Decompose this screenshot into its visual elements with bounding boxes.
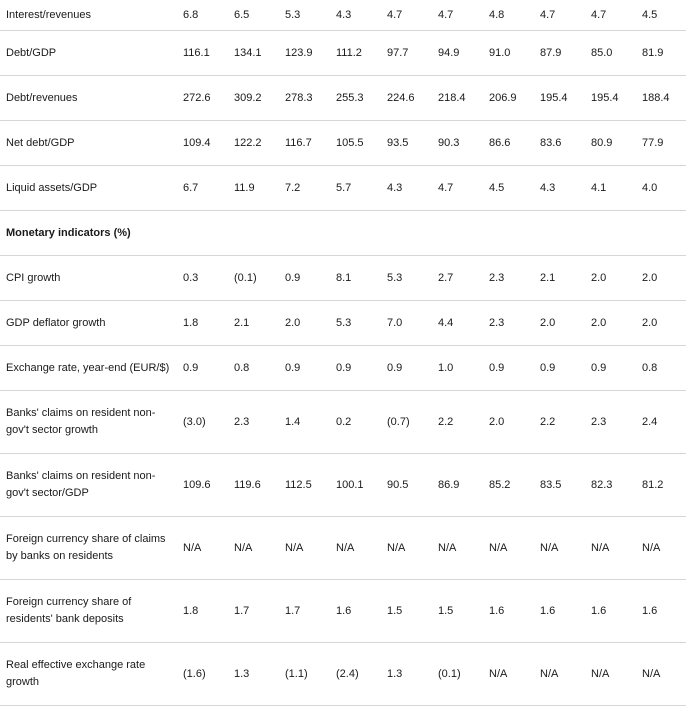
table-cell: 4.3 [533,166,584,211]
table-cell: 105.5 [329,121,380,166]
table-cell: 1.6 [329,580,380,643]
table-cell: 111.2 [329,31,380,76]
table-cell: 0.9 [278,346,329,391]
table-cell [533,211,584,256]
row-label: CPI growth [0,256,176,301]
table-row [0,256,686,301]
table-cell: 109.4 [176,121,227,166]
table-cell: 116.1 [176,31,227,76]
table-cell: 5.3 [278,0,329,31]
table-cell: N/A [482,517,533,580]
table-cell: 1.6 [482,580,533,643]
table-cell: 122.2 [227,121,278,166]
table-cell: 1.8 [176,580,227,643]
table-cell: 6.7 [176,166,227,211]
table-cell: 1.5 [431,580,482,643]
table-cell [635,211,686,256]
table-cell [431,211,482,256]
table-cell: 8.1 [329,256,380,301]
table-cell: 1.7 [278,580,329,643]
row-label: Net debt/GDP [0,121,176,166]
row-label: Exchange rate, year-end (EUR/$) [0,346,176,391]
table-cell: 1.5 [380,580,431,643]
table-cell: 224.6 [380,76,431,121]
table-cell: 0.9 [278,256,329,301]
table-cell: 272.6 [176,76,227,121]
table-cell: 4.7 [380,0,431,31]
table-cell: 278.3 [278,76,329,121]
table-cell: 1.6 [635,580,686,643]
table-cell [278,211,329,256]
table-cell [176,211,227,256]
table-cell: 97.7 [380,31,431,76]
table-cell: 7.2 [278,166,329,211]
table-cell: 0.9 [176,346,227,391]
table-cell: 2.0 [635,256,686,301]
table-cell: 2.0 [584,301,635,346]
table-cell: 1.6 [584,580,635,643]
table-cell: 4.4 [431,301,482,346]
table-cell: 112.5 [278,454,329,517]
section-header-row [0,211,686,256]
table-cell: (1.1) [278,643,329,706]
table-cell: 83.5 [533,454,584,517]
table-cell: 4.5 [635,0,686,31]
table-cell: 2.3 [482,256,533,301]
table-cell: 123.9 [278,31,329,76]
table-cell: 2.1 [533,256,584,301]
table-cell: 2.3 [584,391,635,454]
table-cell: N/A [635,517,686,580]
table-cell: 91.0 [482,31,533,76]
table-cell: 2.0 [533,301,584,346]
table-cell: (0.1) [227,256,278,301]
table-cell: 116.7 [278,121,329,166]
table-cell: 1.7 [227,580,278,643]
table-row [0,121,686,166]
table-cell: 90.5 [380,454,431,517]
table-cell: 1.0 [431,346,482,391]
table-cell: 0.3 [176,256,227,301]
table-row [0,391,686,454]
table-cell: (0.7) [380,391,431,454]
table-cell: 86.6 [482,121,533,166]
table-cell [482,211,533,256]
table-cell: N/A [533,643,584,706]
table-cell: 4.7 [533,0,584,31]
table-cell: 1.3 [227,643,278,706]
table-cell: 0.9 [329,346,380,391]
table-cell: 4.1 [584,166,635,211]
table-cell: (1.6) [176,643,227,706]
table-cell: 195.4 [533,76,584,121]
table-cell [329,211,380,256]
table-cell: (0.1) [431,643,482,706]
row-label: Interest/revenues [0,0,176,31]
table-cell: 2.0 [482,391,533,454]
table-cell: 77.9 [635,121,686,166]
table-row [0,301,686,346]
table-cell: 94.9 [431,31,482,76]
table-cell: 0.2 [329,391,380,454]
row-label: Debt/revenues [0,76,176,121]
table-cell: 309.2 [227,76,278,121]
table-cell: 1.8 [176,301,227,346]
table-row [0,76,686,121]
table-cell: 0.9 [482,346,533,391]
row-label: Banks' claims on resident non-gov't sector/GDP [0,454,176,517]
table-cell: 5.3 [380,256,431,301]
table-cell: 85.0 [584,31,635,76]
table-cell: 81.9 [635,31,686,76]
table-cell: N/A [431,517,482,580]
table-cell: N/A [584,517,635,580]
table-cell: 195.4 [584,76,635,121]
table-cell [227,211,278,256]
table-cell: 4.0 [635,166,686,211]
table-cell: 0.9 [380,346,431,391]
table-cell [584,211,635,256]
table-cell: 2.1 [227,301,278,346]
table-cell: 2.0 [635,301,686,346]
table-cell: 87.9 [533,31,584,76]
table-cell: N/A [584,643,635,706]
table-cell: 4.3 [329,0,380,31]
table-cell: 4.8 [482,0,533,31]
table-cell: 80.9 [584,121,635,166]
table-cell: 2.2 [431,391,482,454]
table-cell: 82.3 [584,454,635,517]
table-cell: 86.9 [431,454,482,517]
table-row [0,454,686,517]
table-row [0,0,686,31]
table-cell: 2.7 [431,256,482,301]
table-row [0,643,686,706]
row-label: Foreign currency share of claims by banks on residents [0,517,176,580]
table-cell: 188.4 [635,76,686,121]
table-cell: 4.7 [584,0,635,31]
table-cell: 81.2 [635,454,686,517]
table-cell: 119.6 [227,454,278,517]
table-cell: 4.7 [431,166,482,211]
table-cell: 2.0 [584,256,635,301]
row-label: Liquid assets/GDP [0,166,176,211]
table-cell: N/A [635,643,686,706]
table-cell: 0.9 [584,346,635,391]
table-row [0,166,686,211]
table-cell: 5.7 [329,166,380,211]
table-cell: 4.3 [380,166,431,211]
table-cell: 255.3 [329,76,380,121]
table-cell: 83.6 [533,121,584,166]
table-cell: N/A [482,643,533,706]
table-cell: (2.4) [329,643,380,706]
table-cell [380,211,431,256]
table-cell: 109.6 [176,454,227,517]
row-label: Real effective exchange rate growth [0,643,176,706]
table-cell: N/A [329,517,380,580]
table-cell: 2.0 [278,301,329,346]
table-cell: 2.3 [227,391,278,454]
table-cell: N/A [533,517,584,580]
table-cell: 206.9 [482,76,533,121]
section-title: Monetary indicators (%) [0,211,176,256]
table-cell: 0.8 [635,346,686,391]
table-cell: 1.6 [533,580,584,643]
table-cell: N/A [176,517,227,580]
table-cell: 100.1 [329,454,380,517]
table-cell: 0.9 [533,346,584,391]
table-row [0,580,686,643]
table-cell: 218.4 [431,76,482,121]
table-cell: 4.5 [482,166,533,211]
table-row [0,31,686,76]
table-cell: 7.0 [380,301,431,346]
table-cell: 1.4 [278,391,329,454]
table-cell: 93.5 [380,121,431,166]
table-cell: N/A [227,517,278,580]
table-cell: (3.0) [176,391,227,454]
table-row [0,346,686,391]
row-label: Banks' claims on resident non-gov't sector growth [0,391,176,454]
table-cell: 2.4 [635,391,686,454]
row-label: GDP deflator growth [0,301,176,346]
table-cell: 85.2 [482,454,533,517]
table-cell: 6.8 [176,0,227,31]
table-cell: 90.3 [431,121,482,166]
table-cell: 5.3 [329,301,380,346]
table-cell: N/A [380,517,431,580]
table-cell: 4.7 [431,0,482,31]
table-cell: 2.2 [533,391,584,454]
row-label: Debt/GDP [0,31,176,76]
row-label: Foreign currency share of residents' bank deposits [0,580,176,643]
table-cell: N/A [278,517,329,580]
table-cell: 134.1 [227,31,278,76]
table-cell: 1.3 [380,643,431,706]
table-cell: 6.5 [227,0,278,31]
table-cell: 11.9 [227,166,278,211]
table-cell: 0.8 [227,346,278,391]
table-row [0,517,686,580]
table-cell: 2.3 [482,301,533,346]
